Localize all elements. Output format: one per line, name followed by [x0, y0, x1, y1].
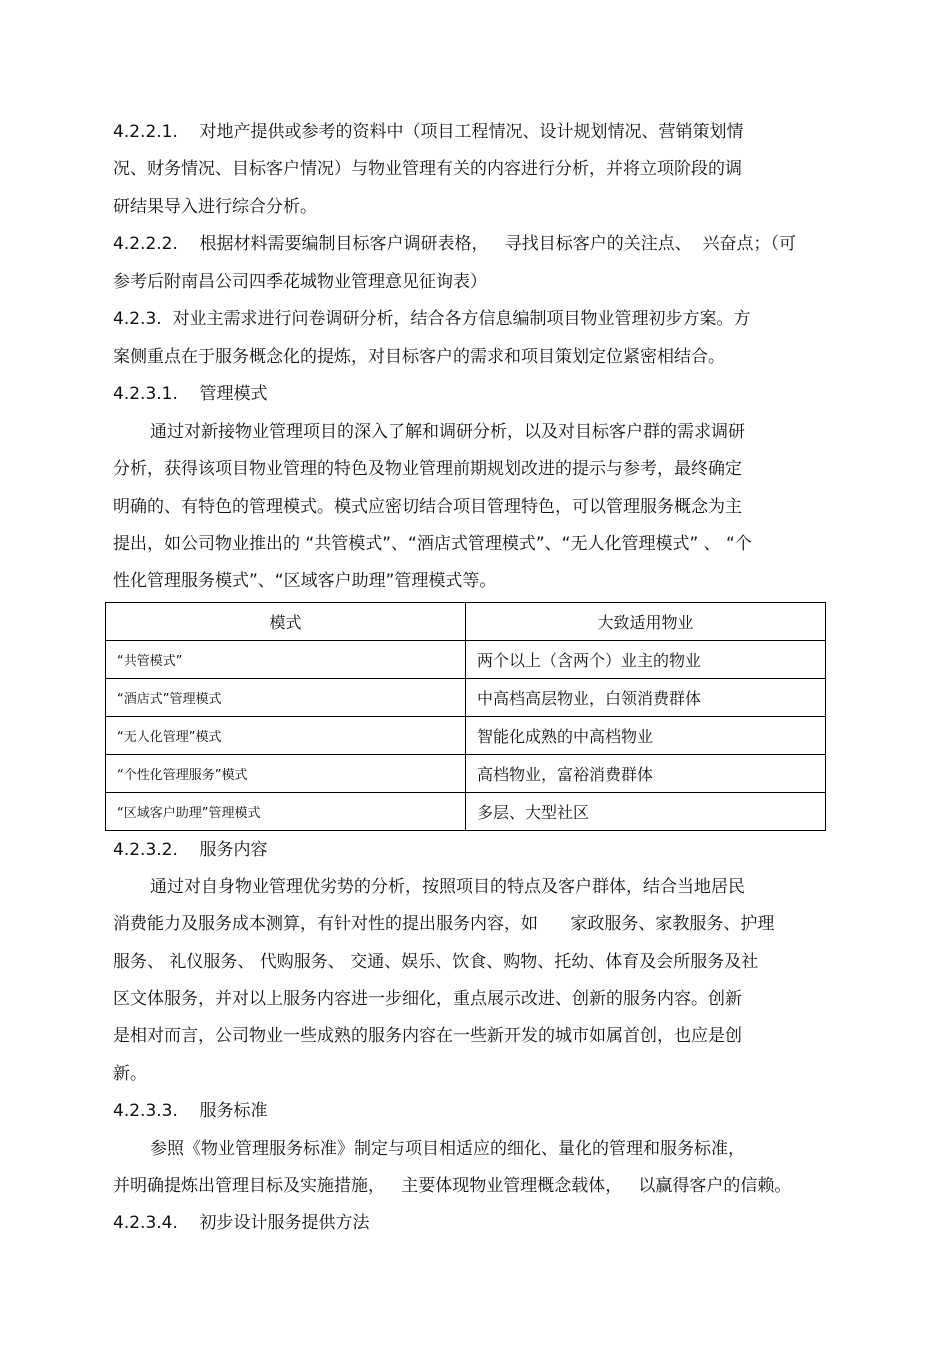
- para-mode-line5: 性化管理服务模式”、“区域客户助理”管理模式等。: [113, 571, 497, 591]
- table-cell-property: 智能化成熟的中高档物业: [466, 717, 826, 755]
- table-cell-mode: “个性化管理服务”模式: [106, 755, 466, 793]
- table-row: [106, 755, 826, 793]
- table-cell-mode: “区域客户助理”管理模式: [106, 793, 466, 831]
- para-mode-line4: 提出，如公司物业推出的 “共管模式”、“酒店式管理模式”、“无人化管理模式” 、 “个: [113, 534, 752, 554]
- para-service-line6: 新。: [113, 1064, 147, 1084]
- para-4-2-3-line2: 案侧重点在于服务概念化的提炼，对目标客户的需求和项目策划定位紧密相结合。: [113, 347, 725, 367]
- table-cell-mode: “共管模式”: [106, 641, 466, 679]
- table-header-row: [106, 603, 826, 641]
- table-cell-mode: “无人化管理”模式: [106, 717, 466, 755]
- heading-service-content: 4.2.3.2. 服务内容: [113, 840, 268, 860]
- para-standard-line1: 参照《物业管理服务标准》制定与项目相适应的细化、量化的管理和服务标准，: [150, 1139, 745, 1159]
- table-row: [106, 641, 826, 679]
- table-header-property: 大致适用物业: [466, 603, 826, 641]
- heading-service-standard: 4.2.3.3. 服务标准: [113, 1101, 268, 1121]
- table-cell-property: 两个以上（含两个）业主的物业: [466, 641, 826, 679]
- table-cell-property: 高档物业，富裕消费群体: [466, 755, 826, 793]
- heading-service-method: 4.2.3.4. 初步设计服务提供方法: [113, 1213, 370, 1233]
- para-service-line5: 是相对而言，公司物业一些成熟的服务内容在一些新开发的城市如属首创，也应是创: [113, 1026, 742, 1046]
- para-4-2-2-1-line2: 况、财务情况、目标客户情况）与物业管理有关的内容进行分析，并将立项阶段的调: [113, 159, 742, 179]
- table-row: [106, 793, 826, 831]
- para-service-line2: 消费能力及服务成本测算，有针对性的提出服务内容，如 家政服务、家教服务、护理: [113, 914, 775, 934]
- para-mode-line3: 明确的、有特色的管理模式。模式应密切结合项目管理特色，可以管理服务概念为主: [113, 497, 742, 517]
- para-mode-line1: 通过对新接物业管理项目的深入了解和调研分析，以及对目标客户群的需求调研: [150, 422, 745, 442]
- para-service-line4: 区文体服务，并对以上服务内容进一步细化，重点展示改进、创新的服务内容。创新: [113, 989, 742, 1009]
- para-4-2-3-line1: 4.2.3. 对业主需求进行问卷调研分析，结合各方信息编制项目物业管理初步方案。方: [113, 309, 751, 329]
- table-row: [106, 679, 826, 717]
- heading-management-mode: 4.2.3.1. 管理模式: [113, 384, 268, 404]
- table-cell-property: 中高档高层物业，白领消费群体: [466, 679, 826, 717]
- para-standard-line2: 并明确提炼出管理目标及实施措施， 主要体现物业管理概念载体， 以赢得客户的信赖。: [113, 1176, 792, 1196]
- para-service-line1: 通过对自身物业管理优劣势的分析，按照项目的特点及客户群体，结合当地居民: [150, 877, 745, 897]
- table-cell-property: 多层、大型社区: [466, 793, 826, 831]
- para-4-2-2-2-line1: 4.2.2.2. 根据材料需要编制目标客户调研表格， 寻找目标客户的关注点、 兴奋点；（可: [113, 234, 797, 254]
- table-header-mode: 模式: [106, 603, 466, 641]
- para-4-2-2-1-line1: 4.2.2.1. 对地产提供或参考的资料中（项目工程情况、设计规划情况、营销策划情: [113, 122, 744, 142]
- para-4-2-2-1-line3: 研结果导入进行综合分析。: [113, 197, 317, 217]
- table-cell-mode: “酒店式”管理模式: [106, 679, 466, 717]
- mode-table: [105, 602, 826, 831]
- table-row: [106, 717, 826, 755]
- para-4-2-2-2-line2: 参考后附南昌公司四季花城物业管理意见征询表）: [113, 272, 487, 292]
- para-mode-line2: 分析，获得该项目物业管理的特色及物业管理前期规划改进的提示与参考，最终确定: [113, 459, 742, 479]
- para-service-line3: 服务、 礼仪服务、 代购服务、 交通、娱乐、饮食、购物、托幼、体育及会所服务及社: [113, 952, 759, 972]
